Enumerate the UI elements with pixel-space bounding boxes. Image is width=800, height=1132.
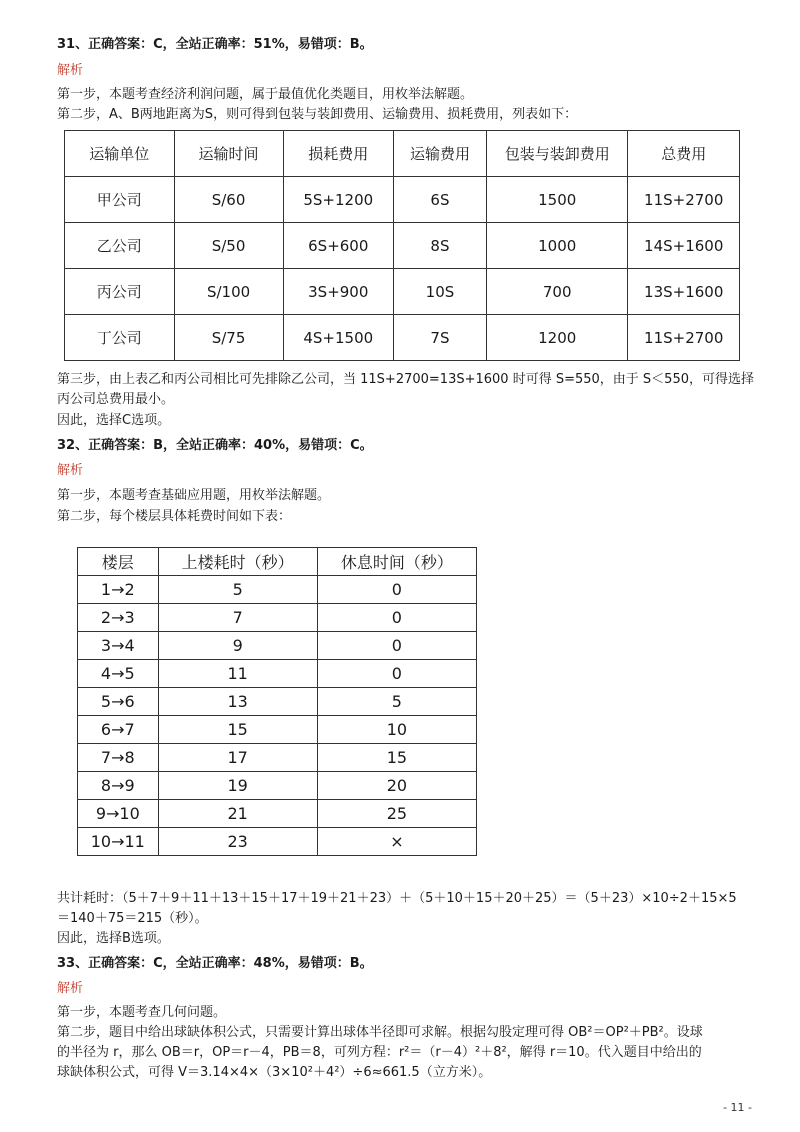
table-row (78, 660, 477, 688)
table-cell: 13 (158, 688, 317, 716)
table-header-cell: 休息时间（秒） (317, 548, 476, 576)
table-cell: 7 (158, 604, 317, 632)
q32-step2: 第二步，每个楼层具体耗费时间如下表： (57, 509, 292, 524)
table-header-cell: 运输时间 (174, 131, 283, 177)
q32-header: 32、正确答案：B，全站正确率：40%，易错项：C。 (57, 438, 373, 453)
table-header-cell: 包装与装卸费用 (486, 131, 627, 177)
table-cell: 0 (317, 604, 476, 632)
table-cell: 700 (486, 269, 627, 315)
q31-step1: 第一步，本题考查经济利润问题，属于最值优化类题目，用枚举法解题。 (57, 87, 474, 102)
table-row (78, 688, 477, 716)
table-cell: 11S+2700 (628, 315, 740, 361)
table-cell: 10S (393, 269, 486, 315)
table-cell: S/60 (174, 177, 283, 223)
table-cell: 13S+1600 (628, 269, 740, 315)
table-cell: 8S (393, 223, 486, 269)
table-row (78, 772, 477, 800)
table-header-cell: 损耗费用 (283, 131, 393, 177)
table-cell: 3→4 (78, 632, 159, 660)
q32-step1: 第一步，本题考查基础应用题，用枚举法解题。 (57, 488, 331, 503)
table-row (78, 828, 477, 856)
table-header-cell: 总费用 (628, 131, 740, 177)
q31-step3-line1: 第三步，由上表乙和丙公司相比可先排除乙公司，当 11S+2700=13S+1600 时可得 S=550，由于 S＜550，可得选择 (57, 372, 754, 387)
table-cell: 1000 (486, 223, 627, 269)
page-number: - 11 - (723, 1101, 752, 1114)
table-row (78, 604, 477, 632)
table-header-cell: 运输单位 (65, 131, 175, 177)
table-cell: 6S (393, 177, 486, 223)
table-cell: 0 (317, 576, 476, 604)
table-cell: 丁公司 (65, 315, 175, 361)
table-cell: S/50 (174, 223, 283, 269)
table-cell: 15 (158, 716, 317, 744)
q33-header: 33、正确答案：C，全站正确率：48%，易错项：B。 (57, 956, 373, 971)
table-cell: 5 (317, 688, 476, 716)
q32-calc-line2: ＝140＋75＝215（秒）。 (57, 911, 208, 926)
table-cell: 5 (158, 576, 317, 604)
table-cell: 1500 (486, 177, 627, 223)
table-cell: 5→6 (78, 688, 159, 716)
table-cell: 14S+1600 (628, 223, 740, 269)
table-cell: S/100 (174, 269, 283, 315)
table-cell: 6S+600 (283, 223, 393, 269)
table-row (65, 177, 740, 223)
q31-step3-line2: 丙公司总费用最小。 (57, 392, 175, 407)
table-cell: 17 (158, 744, 317, 772)
table-cell: 3S+900 (283, 269, 393, 315)
table-row (78, 800, 477, 828)
q33-step1: 第一步，本题考查几何问题。 (57, 1005, 227, 1020)
table-row (78, 744, 477, 772)
table-cell: 5S+1200 (283, 177, 393, 223)
floor-time-table (77, 547, 477, 856)
table-cell: 2→3 (78, 604, 159, 632)
table-cell: 11S+2700 (628, 177, 740, 223)
q33-step2-line1: 第二步，题目中给出球缺体积公式，只需要计算出球体半径即可求解。根据勾股定理可得 OB²＝OP²＋PB²。设球 (57, 1025, 703, 1040)
q32-conclusion: 因此，选择B选项。 (57, 931, 170, 946)
table-cell: 9→10 (78, 800, 159, 828)
table-cell: 20 (317, 772, 476, 800)
table-row (78, 576, 477, 604)
table-cell: S/75 (174, 315, 283, 361)
table-cell: 4→5 (78, 660, 159, 688)
table-cell: 19 (158, 772, 317, 800)
table-cell: 1→2 (78, 576, 159, 604)
table-cell: 9 (158, 632, 317, 660)
q32-analysis-label: 解析 (57, 463, 84, 478)
table-cell: 6→7 (78, 716, 159, 744)
table-header-cell: 楼层 (78, 548, 159, 576)
table-cell: 乙公司 (65, 223, 175, 269)
table-header-row (65, 131, 740, 177)
table-cell: 1200 (486, 315, 627, 361)
q33-analysis-label: 解析 (57, 981, 84, 996)
q31-step2: 第二步，A、B两地距离为S，则可得到包装与装卸费用、运输费用、损耗费用，列表如下： (57, 107, 578, 122)
table-cell: 10→11 (78, 828, 159, 856)
table-cell: 10 (317, 716, 476, 744)
table-cell: × (317, 828, 476, 856)
table-cell: 15 (317, 744, 476, 772)
table-row (65, 223, 740, 269)
cost-table (64, 130, 740, 361)
table-cell: 11 (158, 660, 317, 688)
table-cell: 8→9 (78, 772, 159, 800)
table-cell: 0 (317, 660, 476, 688)
table-header-cell: 运输费用 (393, 131, 486, 177)
table-cell: 4S+1500 (283, 315, 393, 361)
q33-step2-line2: 的半径为 r，那么 OB＝r，OP＝r－4，PB＝8，可列方程：r²＝（r－4）²＋8²，解得 r＝10。代入题目中给出的 (57, 1045, 702, 1060)
q33-step2-line3: 球缺体积公式，可得 V＝3.14×4×（3×10²＋4²）÷6≈661.5（立方米）。 (57, 1065, 492, 1080)
table-cell: 25 (317, 800, 476, 828)
q32-calc-line1: 共计耗时：（5＋7＋9＋11＋13＋15＋17＋19＋21＋23）＋（5＋10＋15＋20＋25）＝（5＋23）×10÷2＋15×5 (57, 891, 737, 906)
table-cell: 甲公司 (65, 177, 175, 223)
q31-analysis-label: 解析 (57, 63, 84, 78)
table-cell: 23 (158, 828, 317, 856)
table-cell: 丙公司 (65, 269, 175, 315)
table-header-cell: 上楼耗时（秒） (158, 548, 317, 576)
table-header-row (78, 548, 477, 576)
table-cell: 7→8 (78, 744, 159, 772)
q31-conclusion: 因此，选择C选项。 (57, 413, 171, 428)
table-row (78, 716, 477, 744)
q31-header: 31、正确答案：C，全站正确率：51%，易错项：B。 (57, 37, 373, 52)
table-cell: 7S (393, 315, 486, 361)
table-cell: 21 (158, 800, 317, 828)
table-row (78, 632, 477, 660)
table-row (65, 269, 740, 315)
table-row (65, 315, 740, 361)
table-cell: 0 (317, 632, 476, 660)
